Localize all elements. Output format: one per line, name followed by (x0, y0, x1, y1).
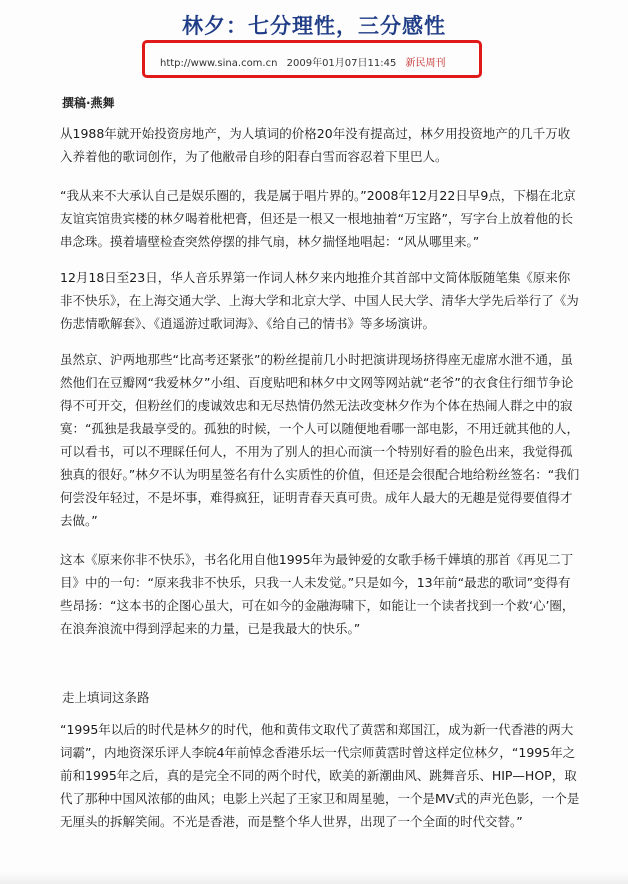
paragraph-3: 12月18日至23日，华人音乐界第一作词人林夕来内地推介其首部中文简体版随笔集《原来你非不快乐》，在上海交通大学、上海大学和北京大学、中国人民大学、清华大学先后举行了《为伤悲情歌解套》、《逍遥游过歌词海》、《给自己的情书》等多场演讲。 (60, 270, 579, 331)
article-source-line (160, 54, 446, 69)
bottom-edge (0, 872, 628, 884)
article-author: 撰稿·燕舞 (62, 96, 115, 110)
section-paragraph-1: “1995年以后的时代是林夕的时代，他和黄伟文取代了黄霑和郑国江，成为新一代香港的两大词霸”，内地资深乐评人李皖4年前悼念香港乐坛一代宗师黄霑时曾这样定位林夕，“1995年之前和1995年之后，真的是完全不同的两个时代，欧美的新潮曲风、跳舞音乐、HIP—HOP，取代了那种中国风浓郁的曲风；电影上兴起了王家卫和周星驰，一个是MV式的声光色影，一个是无厘头的拆解笑闹。不光是香港，而是整个华人世界，出现了一个全面的时代交替。” (60, 722, 580, 829)
paragraph-5: 这本《原来你非不快乐》，书名化用自他1995年为最钟爱的女歌手杨千嬅填的那首《再见二丁目》中的一句：“原来我非不快乐，只我一人未发觉。”只是如今，13年前“最悲的歌词”变得有些昂扬：“这本书的企图心虽大，可在如今的金融海啸下，如能让一个读者找到一个救‘心’圈，在浪奔浪流中得到浮起来的力量，已是我最大的快乐。” (60, 552, 575, 636)
paragraph-4: 虽然京、沪两地那些“比高考还紧张”的粉丝提前几小时把演讲现场挤得座无虚席水泄不通，虽然他们在豆瓣网“我爱林夕”小组、百度贴吧和林夕中文网等网站就“老爷”的衣食住行细节争论得不可开交，但粉丝们的虔诚效忠和无尽热情仍然无法改变林夕作为个体在热闹人群之中的寂寞：“孤独是我最享受的。孤独的时候，一个人可以随便地看哪一部电影，不用迁就其他的人，可以看书，可以不理睬任何人，不用为了别人的担心而演一个特别好看的脸色出来，我觉得孤独真的很好。”林夕不认为明星签名有什么实质性的价值，但还是会很配合地给粉丝签名：“我们何尝没年轻过，不是坏事，难得疯狂，证明青春天真可贵。成年人最大的无趣是觉得要值得才去做。” (60, 352, 580, 528)
source-url[interactable]: http://www.sina.com.cn (160, 58, 278, 69)
source-publisher-link[interactable]: 新民周刊 (405, 58, 446, 69)
source-datetime: 2009年01月07日11:45 (286, 58, 397, 69)
paragraph-1: 从1988年就开始投资房地产，为人填词的价格20年没有提高过，林夕用投资地产的几千万收入养着他的歌词创作，为了他敝帚自珍的阳春白雪而容忍着下里巴人。 (60, 126, 571, 164)
paragraph-2: “我从来不大承认自己是娱乐圈的，我是属于唱片界的。”2008年12月22日早9点，下榻在北京友谊宾馆贵宾楼的林夕喝着枇杷膏，但还是一根又一根地抽着“万宝路”，写字台上放着他的长串念珠。摸着墙壁检查突然停摆的排气扇，林夕揣怪地唱起：“风从哪里来。” (60, 188, 576, 249)
section-heading: 走上填词这条路 (62, 690, 150, 705)
article-title: 林夕：七分理性，三分感性 (182, 14, 446, 38)
